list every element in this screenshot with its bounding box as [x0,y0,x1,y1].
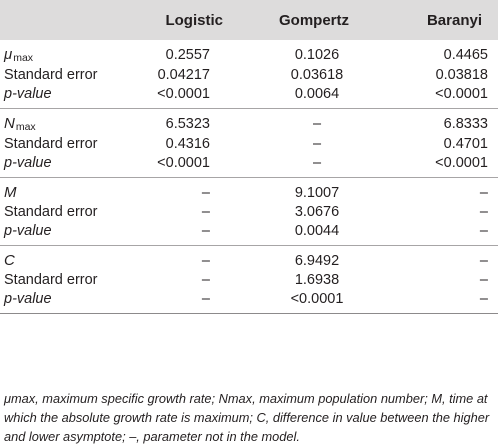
parameter-symbol-subscript: max [15,121,36,133]
cell-baranyi: 6.8333 [375,109,498,134]
cell-baranyi: – [375,291,498,314]
cell-gompertz: 3.0676 [294,204,340,220]
table-row [0,133,498,155]
cell-baranyi: – [479,223,488,239]
cell-logistic: 6.5323 [125,109,253,134]
cell-gompertz: 1.6938 [294,272,340,288]
table-row [0,291,498,314]
parameter-symbol [0,246,125,270]
cell-baranyi: <0.0001 [435,155,488,171]
cell-logistic: – [201,204,210,220]
header-logistic: Logistic [165,11,223,29]
cell-logistic: <0.0001 [157,86,210,102]
header-gompertz: Gompertz [278,11,349,29]
parameter-symbol [0,109,125,134]
cell-baranyi: – [479,272,488,288]
cell-baranyi: – [479,204,488,220]
cell-gompertz: 0.0044 [294,223,340,239]
cell-baranyi: – [375,178,498,202]
cell-logistic: – [125,291,253,314]
cell-gompertz: <0.0001 [253,291,375,314]
parameter-group [0,246,498,314]
row-label: p-value [0,291,125,314]
cell-baranyi: <0.0001 [435,86,488,102]
parameter-symbol [0,40,125,64]
cell-logistic: – [125,246,253,270]
table-row [0,246,498,270]
cell-gompertz: 6.9492 [253,246,375,270]
cell-baranyi: 0.4701 [443,136,488,152]
cell-gompertz: – [253,109,375,134]
cell-baranyi: 0.4465 [443,47,488,63]
cell-logistic: <0.0001 [157,155,210,171]
row-label: Standard error [4,67,98,83]
table-row [0,155,498,178]
table-row [0,40,498,64]
header-row [0,0,498,40]
table-footnote: μmax, maximum specific growth rate; Nmax, maximum population number; M, time at which the absolute growth rate is maximum; C, difference in value between the higher and lower asymptote; –, parameter not in the model. [4,391,490,444]
header-empty [0,0,125,40]
table-row [0,86,498,109]
cell-logistic: 0.4316 [165,136,210,152]
table-row [0,269,498,291]
cell-logistic: 0.04217 [157,67,210,83]
cell-gompertz: 0.03618 [290,67,344,83]
cell-logistic: – [201,272,210,288]
parameter-group [0,109,498,178]
table-row [0,109,498,134]
cell-gompertz: – [312,136,322,152]
parameter-symbol-main: μ [4,46,13,63]
cell-baranyi: 0.03818 [435,67,488,83]
table-row [0,223,498,246]
parameter-symbol-main: C [4,252,15,269]
cell-baranyi: – [375,246,498,270]
table-row [0,201,498,223]
row-label: p-value [4,155,52,171]
cell-gompertz: 9.1007 [253,178,375,202]
header-baranyi: Baranyi [426,11,482,29]
parameter-symbol [0,178,125,202]
parameter-group [0,40,498,109]
table-header [0,0,498,40]
table-row [0,178,498,202]
cell-gompertz: 0.1026 [294,47,340,63]
cell-logistic: – [201,223,210,239]
cell-gompertz: 0.0064 [294,86,340,102]
row-label: p-value [4,86,52,102]
table-row [0,64,498,86]
row-label: Standard error [4,204,98,220]
cell-gompertz: – [312,155,322,171]
parameter-symbol-subscript: max [13,52,34,64]
parameter-symbol-main: N [4,115,15,132]
parameter-group [0,178,498,246]
row-label: Standard error [4,272,98,288]
row-label: p-value [4,223,52,239]
row-label: Standard error [4,136,98,152]
cell-logistic: 0.2557 [165,47,210,63]
parameter-symbol-main: M [4,184,17,201]
cell-logistic: – [125,178,253,202]
